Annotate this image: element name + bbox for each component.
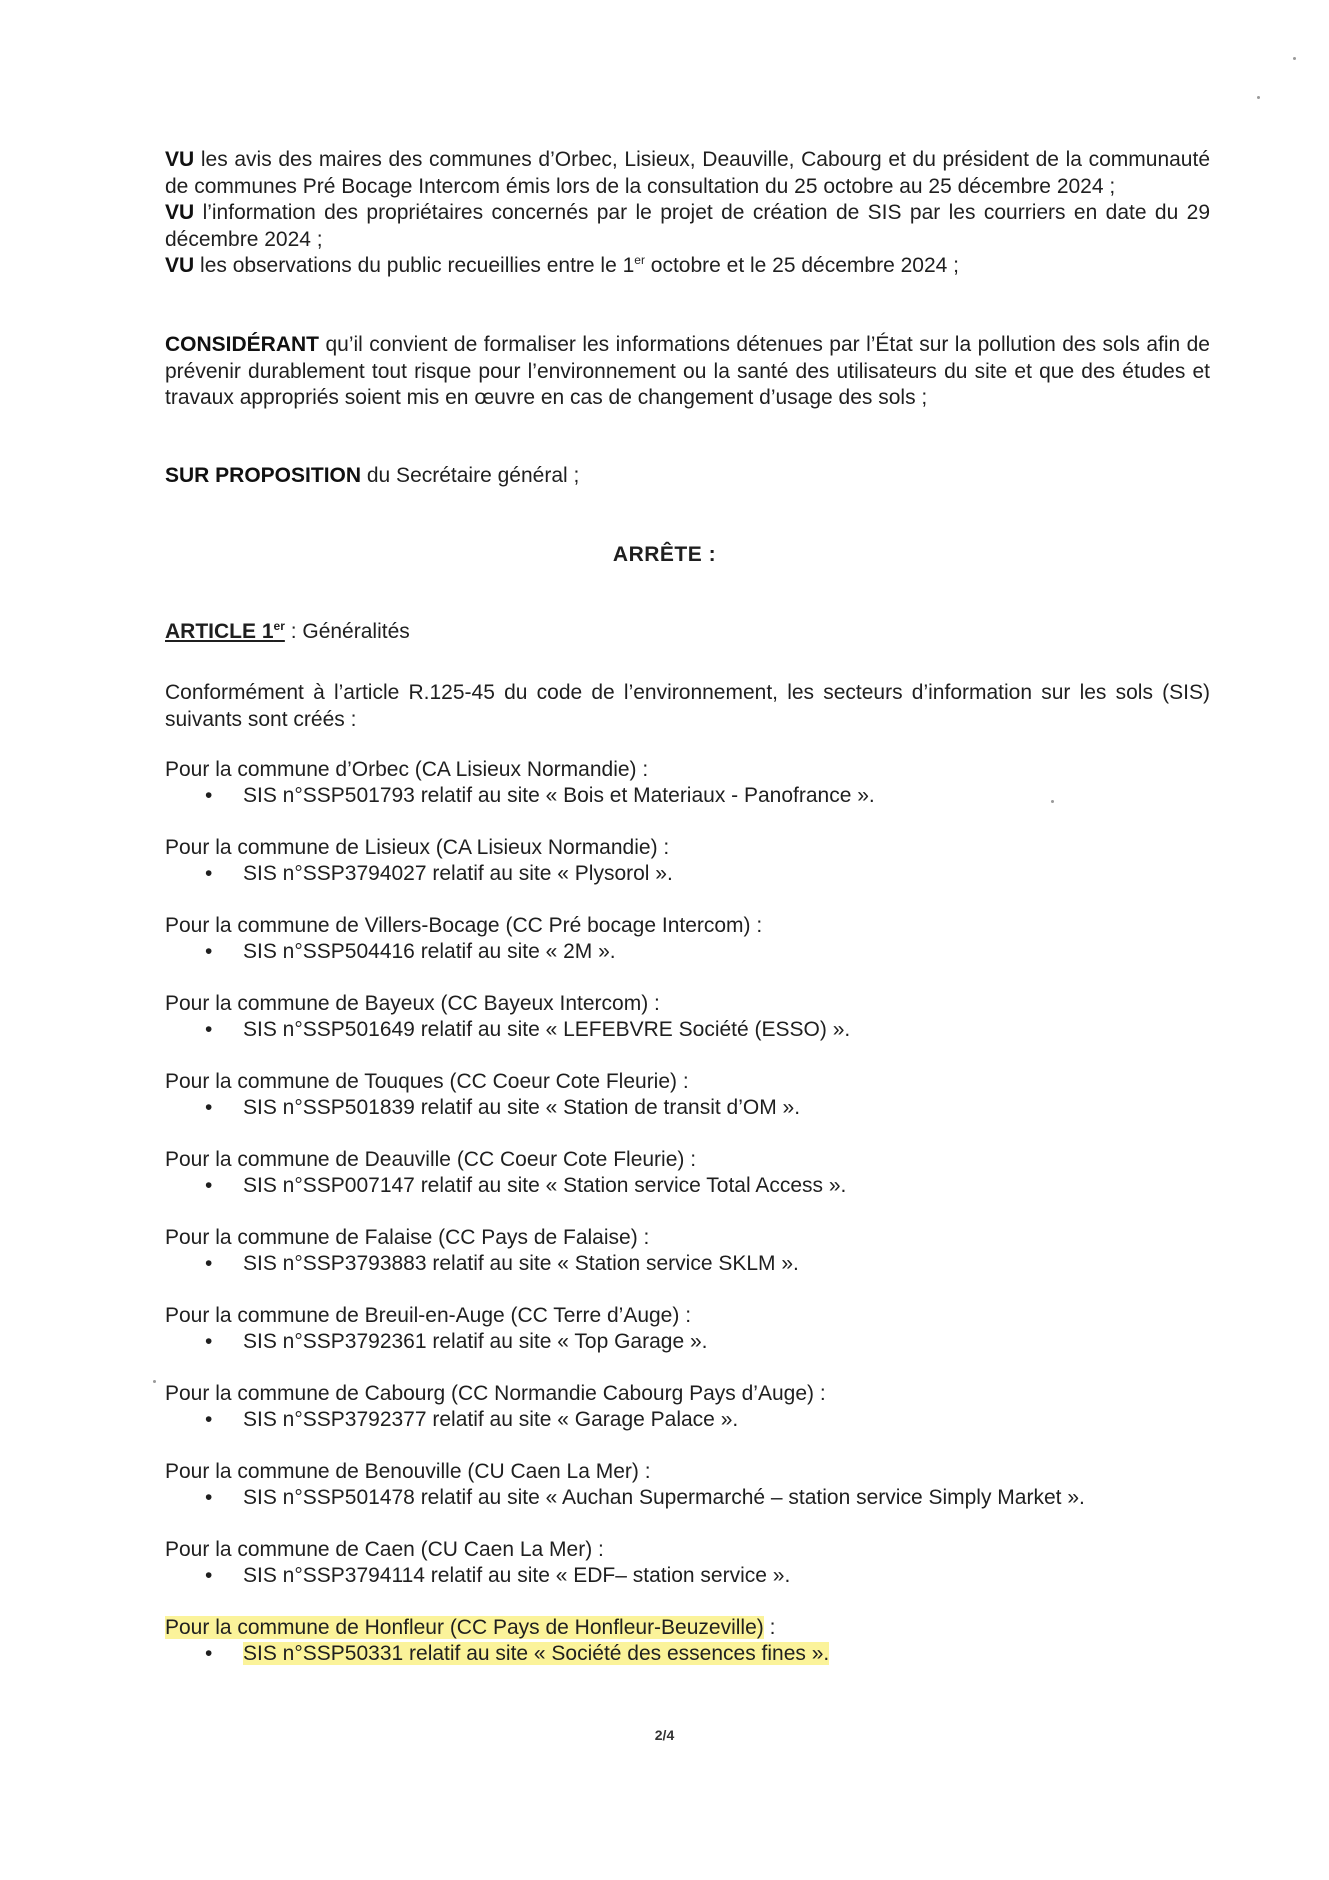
highlighted-text: Pour la commune de Honfleur (CC Pays de Honfleur-Beuzeville) <box>165 1616 764 1639</box>
commune-entry <box>165 835 1225 913</box>
vu-text: octobre et le 25 décembre 2024 ; <box>644 254 959 277</box>
commune-entry <box>165 991 1225 1069</box>
commune-heading: Pour la commune de Benouville (CU Caen La Mer) : <box>165 1460 651 1483</box>
vu-text: l’information des propriétaires concernés par le projet de création de SIS par les courriers en date du 29 décembre 2024 ; <box>165 201 1210 251</box>
vu-paragraph-3 <box>165 253 1210 280</box>
sis-item: • SIS n°SSP007147 relatif au site « Station service Total Access ». <box>205 1174 847 1197</box>
sis-item: • SIS n°SSP3793883 relatif au site « Station service SKLM ». <box>205 1252 799 1275</box>
article-label: ARTICLE 1er <box>165 619 285 643</box>
commune-heading: Pour la commune de Bayeux (CC Bayeux Intercom) : <box>165 992 660 1015</box>
vu-keyword: VU <box>165 201 195 224</box>
bullet-icon: • <box>205 1330 213 1353</box>
commune-heading: Pour la commune de Honfleur (CC Pays de Honfleur-Beuzeville) : <box>165 1616 776 1639</box>
considerant-text: qu’il convient de formaliser les informations détenues par l’État sur la pollution des sols afin de prévenir durablement tout risque pour l’environnement ou la santé des utilisateurs du site et que des études et travaux appropriés soient mis en œuvre en cas de changement d’usage des sols ; <box>165 333 1210 409</box>
proposition-keyword: SUR PROPOSITION <box>165 464 362 487</box>
commune-list <box>165 757 1225 1693</box>
sis-item: • SIS n°SSP501649 relatif au site « LEFEBVRE Société (ESSO) ». <box>205 1018 851 1041</box>
article-intro: Conformément à l’article R.125-45 du code de l’environnement, les secteurs d’information sur les sols (SIS) suivants sont créés : <box>165 681 1210 731</box>
commune-entry <box>165 1537 1225 1615</box>
commune-heading: Pour la commune de Lisieux (CA Lisieux Normandie) : <box>165 836 670 859</box>
bullet-icon: • <box>205 1252 213 1275</box>
bullet-icon: • <box>205 784 213 807</box>
sis-item: • SIS n°SSP3792361 relatif au site « Top Garage ». <box>205 1330 708 1353</box>
sis-item: • SIS n°SSP501793 relatif au site « Bois et Materiaux - Panofrance ». <box>205 784 875 807</box>
sis-item: • SIS n°SSP501839 relatif au site « Station de transit d’OM ». <box>205 1096 801 1119</box>
commune-entry <box>165 1459 1225 1537</box>
commune-heading: Pour la commune de Falaise (CC Pays de Falaise) : <box>165 1226 650 1249</box>
considerant-paragraph <box>165 332 1210 412</box>
commune-heading: Pour la commune d’Orbec (CA Lisieux Normandie) : <box>165 758 649 781</box>
arrete-heading: ARRÊTE : <box>612 543 717 566</box>
bullet-icon: • <box>205 1174 213 1197</box>
scan-speck <box>1051 800 1054 803</box>
sis-item: • SIS n°SSP501478 relatif au site « Auchan Supermarché – station service Simply Market ». <box>205 1486 1085 1509</box>
commune-heading: Pour la commune de Cabourg (CC Normandie Cabourg Pays d’Auge) : <box>165 1382 826 1405</box>
bullet-icon: • <box>205 1642 213 1665</box>
bullet-icon: • <box>205 862 213 885</box>
vu-keyword: VU <box>165 254 195 277</box>
page-number: 2/4 <box>654 1727 675 1743</box>
bullet-icon: • <box>205 1018 213 1041</box>
commune-entry <box>165 757 1225 835</box>
sis-item: • SIS n°SSP3792377 relatif au site « Garage Palace ». <box>205 1408 739 1431</box>
sis-item: • SIS n°SSP3794027 relatif au site « Plysorol ». <box>205 862 673 885</box>
highlighted-text: SIS n°SSP50331 relatif au site « Société des essences fines ». <box>243 1642 830 1665</box>
vu-text: les avis des maires des communes d’Orbec, Lisieux, Deauville, Cabourg et du président de la communauté de communes Pré Bocage Intercom émis lors de la consultation du 25 octobre au 25 décembre 2024 ; <box>165 148 1210 198</box>
proposition-paragraph <box>165 463 1210 490</box>
vu-keyword: VU <box>165 148 195 171</box>
commune-entry <box>165 1147 1225 1225</box>
bullet-icon: • <box>205 1486 213 1509</box>
commune-heading: Pour la commune de Caen (CU Caen La Mer) : <box>165 1538 604 1561</box>
sis-item: • SIS n°SSP3794114 relatif au site « EDF– station service ». <box>205 1564 791 1587</box>
proposition-text: du Secrétaire général ; <box>361 464 580 487</box>
commune-heading: Pour la commune de Touques (CC Coeur Cote Fleurie) : <box>165 1070 689 1093</box>
scan-speck <box>1293 57 1296 60</box>
scan-speck <box>153 1380 156 1383</box>
bullet-icon: • <box>205 1096 213 1119</box>
commune-entry <box>165 1381 1225 1459</box>
commune-entry <box>165 1069 1225 1147</box>
vu-paragraph-2 <box>165 200 1210 253</box>
bullet-icon: • <box>205 1408 213 1431</box>
article-1-heading <box>165 620 410 644</box>
commune-entry-highlighted <box>165 1615 1225 1693</box>
considerant-keyword: CONSIDÉRANT <box>165 333 320 356</box>
sis-item <box>165 1641 1225 1667</box>
commune-heading: Pour la commune de Villers-Bocage (CC Pré bocage Intercom) : <box>165 914 763 937</box>
vu-paragraph-1 <box>165 147 1210 200</box>
commune-entry <box>165 1303 1225 1381</box>
bullet-icon: • <box>205 940 213 963</box>
ordinal-superscript: er <box>634 253 645 267</box>
bullet-icon: • <box>205 1564 213 1587</box>
article-title: : Généralités <box>284 620 410 643</box>
commune-heading: Pour la commune de Deauville (CC Coeur Cote Fleurie) : <box>165 1148 697 1171</box>
vu-block <box>165 147 1210 280</box>
commune-entry <box>165 913 1225 991</box>
commune-entry <box>165 1225 1225 1303</box>
sis-item: • SIS n°SSP504416 relatif au site « 2M ». <box>205 940 616 963</box>
commune-heading: Pour la commune de Breuil-en-Auge (CC Terre d’Auge) : <box>165 1304 692 1327</box>
vu-text: les observations du public recueillies entre le 1 <box>194 254 635 277</box>
scan-speck <box>1257 96 1260 99</box>
